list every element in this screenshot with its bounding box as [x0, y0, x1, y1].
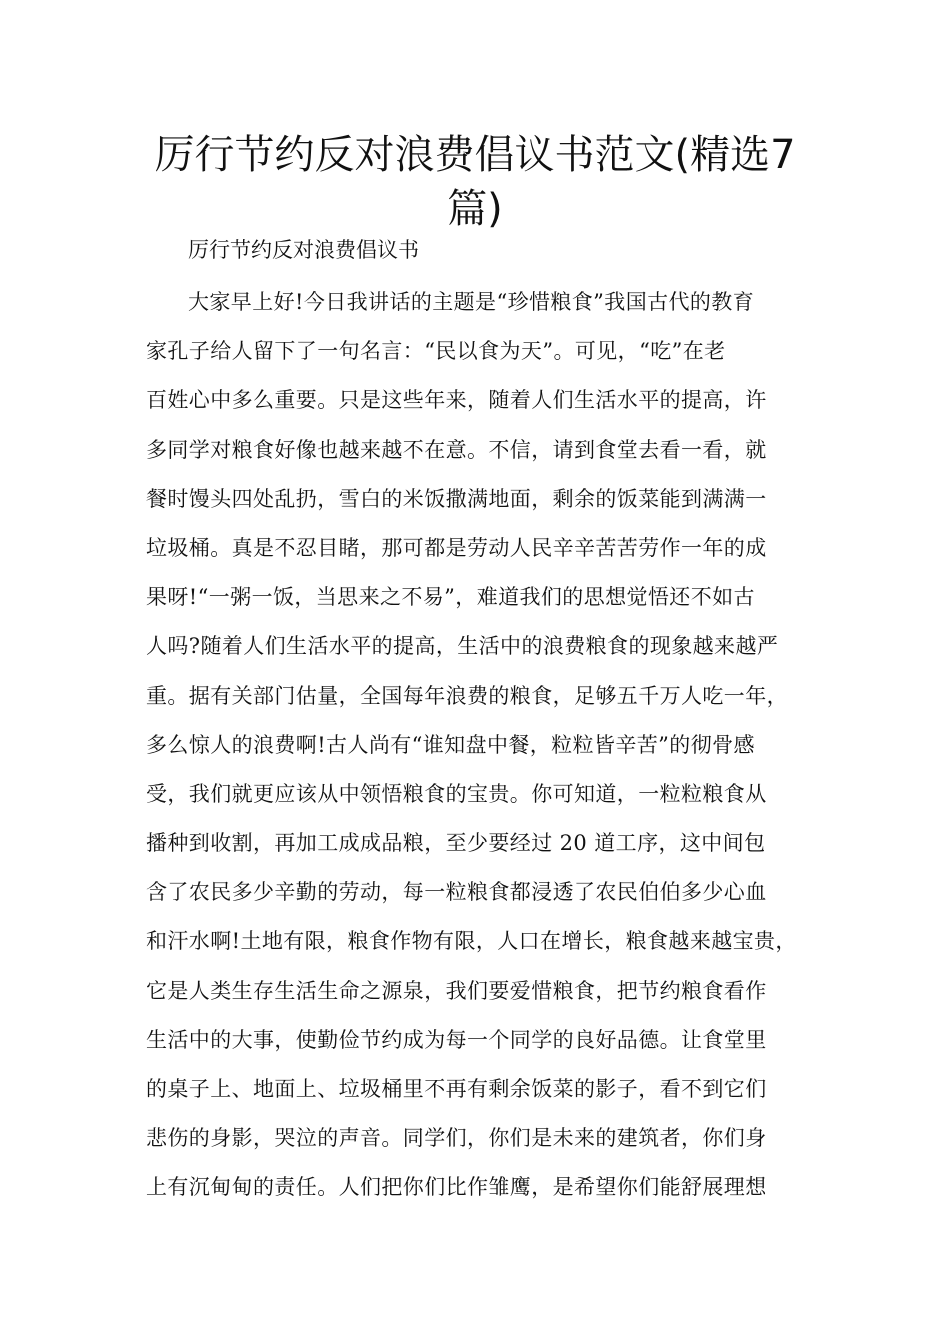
body-line: 它是人类生存生活生命之源泉，我们要爱惜粮食，把节约粮食看作 [146, 978, 767, 1003]
body-line: 悲伤的身影，哭泣的声音。同学们，你们是未来的建筑者，你们身 [146, 1126, 767, 1151]
body-line: 多同学对粮食好像也越来越不在意。不信，请到食堂去看一看，就 [146, 437, 767, 462]
body-line: 家孔子给人留下了一句名言：“民以食为天”。可见，“吃”在老 [146, 339, 726, 364]
document-subtitle: 厉行节约反对浪费倡议书 [188, 238, 419, 262]
body-line: 人吗?随着人们生活水平的提高，生活中的浪费粮食的现象越来越严 [146, 634, 779, 659]
body-line: 受，我们就更应该从中领悟粮食的宝贵。你可知道，一粒粒粮食从 [146, 781, 767, 806]
body-line: 多么惊人的浪费啊!古人尚有“谁知盘中餐，粒粒皆辛苦”的彻骨感 [146, 732, 755, 757]
body-line: 大家早上好!今日我讲话的主题是“珍惜粮食”我国古代的教育 [188, 290, 755, 314]
body-line: 重。据有关部门估量，全国每年浪费的粮食，足够五千万人吃一年， [146, 683, 788, 708]
body-line: 的桌子上、地面上、垃圾桶里不再有剩余饭菜的影子，看不到它们 [146, 1077, 767, 1101]
body-line: 和汗水啊!土地有限，粮食作物有限，人口在增长，粮食越来越宝贵， [146, 929, 797, 954]
body-line: 餐时馒头四处乱扔，雪白的米饭撒满地面，剩余的饭菜能到满满一 [146, 486, 767, 511]
body-line: 播种到收割，再加工成成品粮，至少要经过 20 道工序，这中间包 [146, 831, 766, 856]
body-line: 含了农民多少辛勤的劳动，每一粒粮食都浸透了农民伯伯多少心血 [146, 880, 767, 905]
document-title: 厉行节约反对浪费倡议书范文(精选7篇) [154, 132, 796, 232]
body-line: 生活中的大事，使勤俭节约成为每一个同学的良好品德。让食堂里 [146, 1027, 767, 1052]
body-line: 百姓心中多么重要。只是这些年来，随着人们生活水平的提高，许 [146, 388, 767, 413]
body-line: 垃圾桶。真是不忍目睹，那可都是劳动人民辛辛苦苦劳作一年的成 [146, 535, 767, 560]
body-line: 果呀!“一粥一饭，当思来之不易”，难道我们的思想觉悟还不如古 [146, 585, 755, 610]
body-line: 上有沉甸甸的责任。人们把你们比作雏鹰，是希望你们能舒展理想 [146, 1175, 767, 1200]
body-text [146, 284, 826, 1219]
